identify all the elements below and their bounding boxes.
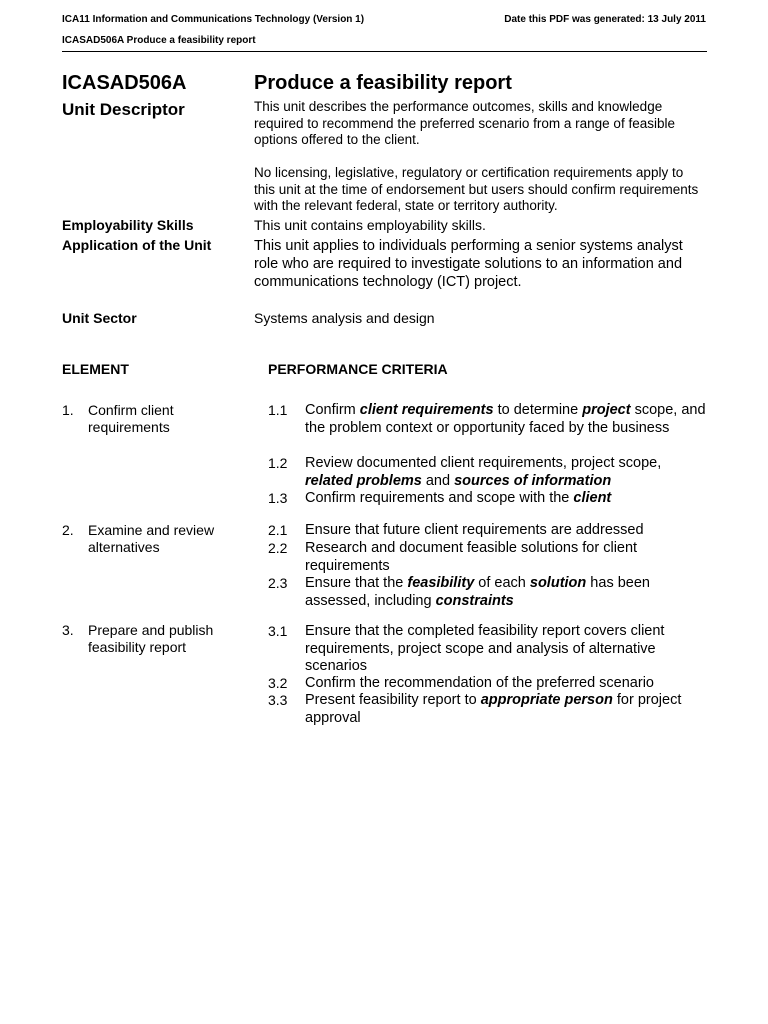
unit-sector-label: Unit Sector: [62, 310, 137, 326]
element-text: Confirm client requirements: [88, 402, 174, 435]
application-label: Application of the Unit: [62, 237, 212, 253]
keyword: project: [582, 402, 631, 418]
header-document-title: ICA11 Information and Communications Technology (Version 1): [62, 14, 365, 25]
criterion-text: Research and document feasible solutions for client requirements: [305, 540, 638, 574]
unit-sector-value: Systems analysis and design: [254, 310, 435, 326]
keyword: client requirements: [359, 402, 494, 418]
criterion-text: Present feasibility report to appropriate person for project approval: [305, 692, 682, 726]
unit-descriptor-para-2: No licensing, legislative, regulatory or certification requirements apply to this unit at the time of endorsement but users should confirm requirements with the relevant federal, state or territory authority.: [254, 165, 699, 213]
criterion-number: 3.1: [268, 623, 288, 639]
keyword: client: [573, 490, 612, 506]
performance-criteria-heading: PERFORMANCE CRITERIA: [268, 361, 448, 377]
criterion-number: 1.2: [268, 455, 288, 471]
element-number: 1.: [62, 402, 74, 418]
application-value: This unit applies to individuals performing a senior systems analyst role who are required to investigate solutions to an information and communications technology (ICT) project.: [254, 238, 683, 290]
element-text: Prepare and publish feasibility report: [88, 622, 214, 655]
employability-skills-value: This unit contains employability skills.: [254, 217, 486, 233]
keyword: feasibility: [407, 575, 475, 591]
employability-skills-label: Employability Skills: [62, 217, 194, 233]
criterion-number: 3.3: [268, 692, 288, 708]
criterion-text: Ensure that future client requirements are addressed: [305, 522, 644, 538]
unit-descriptor-para-1: This unit describes the performance outcomes, skills and knowledge required to recommend the preferred scenario from a range of feasible options offered to the client.: [254, 99, 675, 147]
element-text: Examine and review alternatives: [88, 522, 215, 555]
criterion-number: 3.2: [268, 675, 288, 691]
header-generated-date: Date this PDF was generated: 13 July 2011: [504, 14, 706, 25]
unit-descriptor-label: Unit Descriptor: [62, 100, 185, 119]
criterion-text: Review documented client requirements, project scope, related problems and sources of information: [305, 455, 662, 489]
element-heading: ELEMENT: [62, 361, 129, 377]
criterion-text: Ensure that the feasibility of each solution has been assessed, including constraints: [305, 575, 650, 609]
criterion-number: 2.3: [268, 575, 288, 591]
criterion-number: 2.1: [268, 522, 288, 538]
keyword: sources of information: [454, 472, 612, 489]
unit-title: Produce a feasibility report: [254, 72, 512, 94]
keyword: related problems: [305, 472, 422, 489]
keyword: constraints: [435, 592, 514, 609]
criterion-text: Confirm the recommendation of the preferred scenario: [305, 675, 654, 691]
keyword: appropriate person: [480, 692, 613, 708]
unit-code: ICASAD506A: [62, 72, 187, 94]
criterion-number: 1.1: [268, 402, 288, 418]
criterion-text: Ensure that the completed feasibility report covers client requirements, project scope and analysis of alternative scenarios: [305, 623, 665, 674]
element-number: 3.: [62, 622, 74, 638]
element-number: 2.: [62, 522, 74, 538]
criterion-number: 1.3: [268, 490, 288, 506]
keyword: solution: [529, 575, 587, 591]
header-unit-line: ICASAD506A Produce a feasibility report: [62, 35, 256, 46]
header-divider: [62, 51, 707, 52]
criterion-text: Confirm client requirements to determine project scope, and the problem context or opportunity faced by the business: [305, 402, 706, 436]
criterion-text: Confirm requirements and scope with the client: [305, 490, 612, 506]
criterion-number: 2.2: [268, 540, 288, 556]
